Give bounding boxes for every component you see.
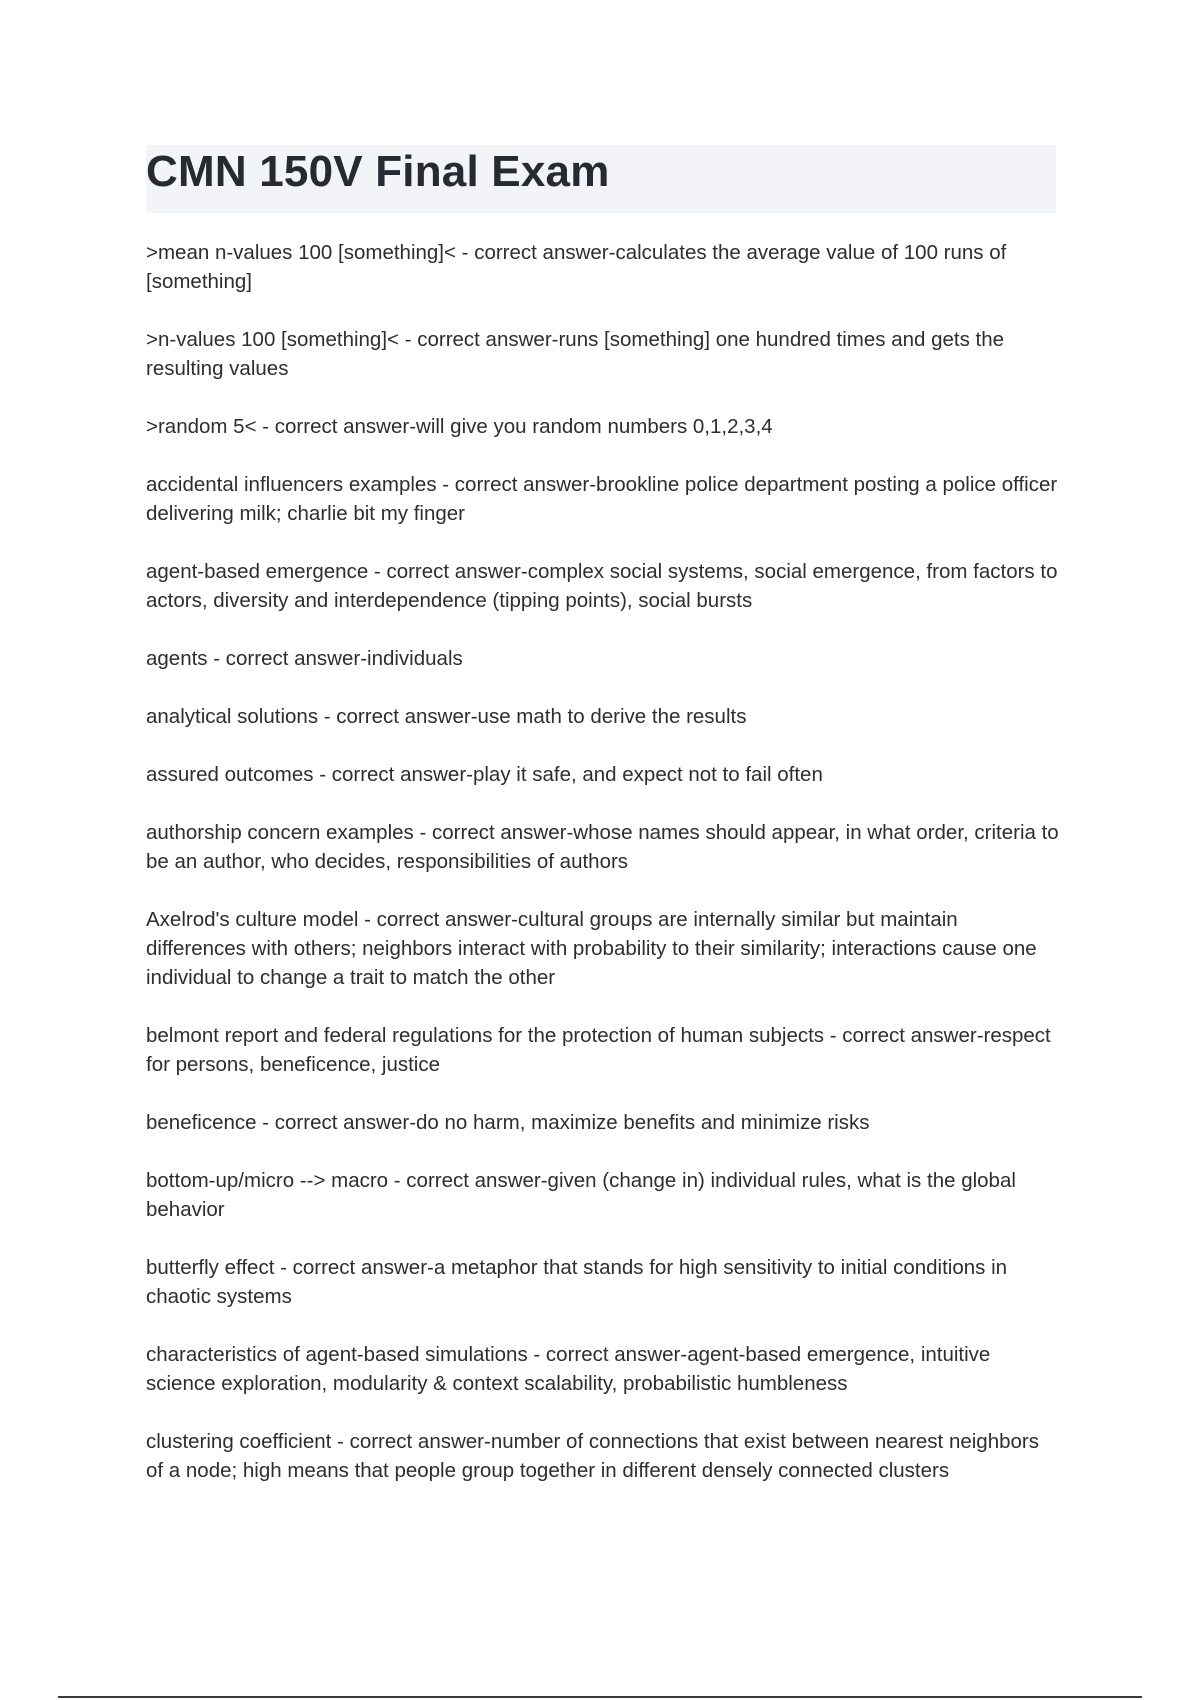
list-item: butterfly effect - correct answer-a metaphor that stands for high sensitivity to initial conditions in chaotic systems (146, 1256, 1008, 1308)
list-item: agent-based emergence - correct answer-complex social systems, social emergence, from factors to actors, diversity and interdependence (tipping points), social bursts (146, 560, 1058, 612)
list-item: belmont report and federal regulations for the protection of human subjects - correct answer-respect for persons, beneficence, justice (146, 1024, 1051, 1076)
list-item: assured outcomes - correct answer-play it safe, and expect not to fail often (146, 763, 823, 786)
list-item: Axelrod's culture model - correct answer-cultural groups are internally similar but maintain differences with others; neighbors interact with probability to their similarity; interactions cause one individual to change a trait to match the other (146, 908, 1037, 989)
list-item: authorship concern examples - correct answer-whose names should appear, in what order, criteria to be an author, who decides, responsibilities of authors (146, 821, 1059, 873)
list-item: analytical solutions - correct answer-use math to derive the results (146, 705, 747, 728)
list-item: bottom-up/micro --> macro - correct answer-given (change in) individual rules, what is the global behavior (146, 1169, 1016, 1221)
footer-divider (58, 1696, 1142, 1698)
list-item: beneficence - correct answer-do no harm, maximize benefits and minimize risks (146, 1111, 870, 1134)
list-item: >random 5< - correct answer-will give you random numbers 0,1,2,3,4 (146, 415, 773, 438)
flashcard-list (146, 238, 1061, 1514)
list-item: characteristics of agent-based simulations - correct answer-agent-based emergence, intuitive science exploration, modularity & context scalability, probabilistic humbleness (146, 1343, 991, 1395)
list-item: accidental influencers examples - correct answer-brookline police department posting a police officer delivering milk; charlie bit my finger (146, 473, 1058, 525)
page-title: CMN 150V Final Exam (146, 147, 610, 196)
list-item: clustering coefficient - correct answer-number of connections that exist between nearest neighbors of a node; high means that people group together in different densely connected clusters (146, 1430, 1039, 1482)
list-item: agents - correct answer-individuals (146, 647, 463, 670)
list-item: >mean n-values 100 [something]< - correct answer-calculates the average value of 100 runs of [something] (146, 241, 1007, 293)
list-item: >n-values 100 [something]< - correct answer-runs [something] one hundred times and gets the resulting values (146, 328, 1005, 380)
